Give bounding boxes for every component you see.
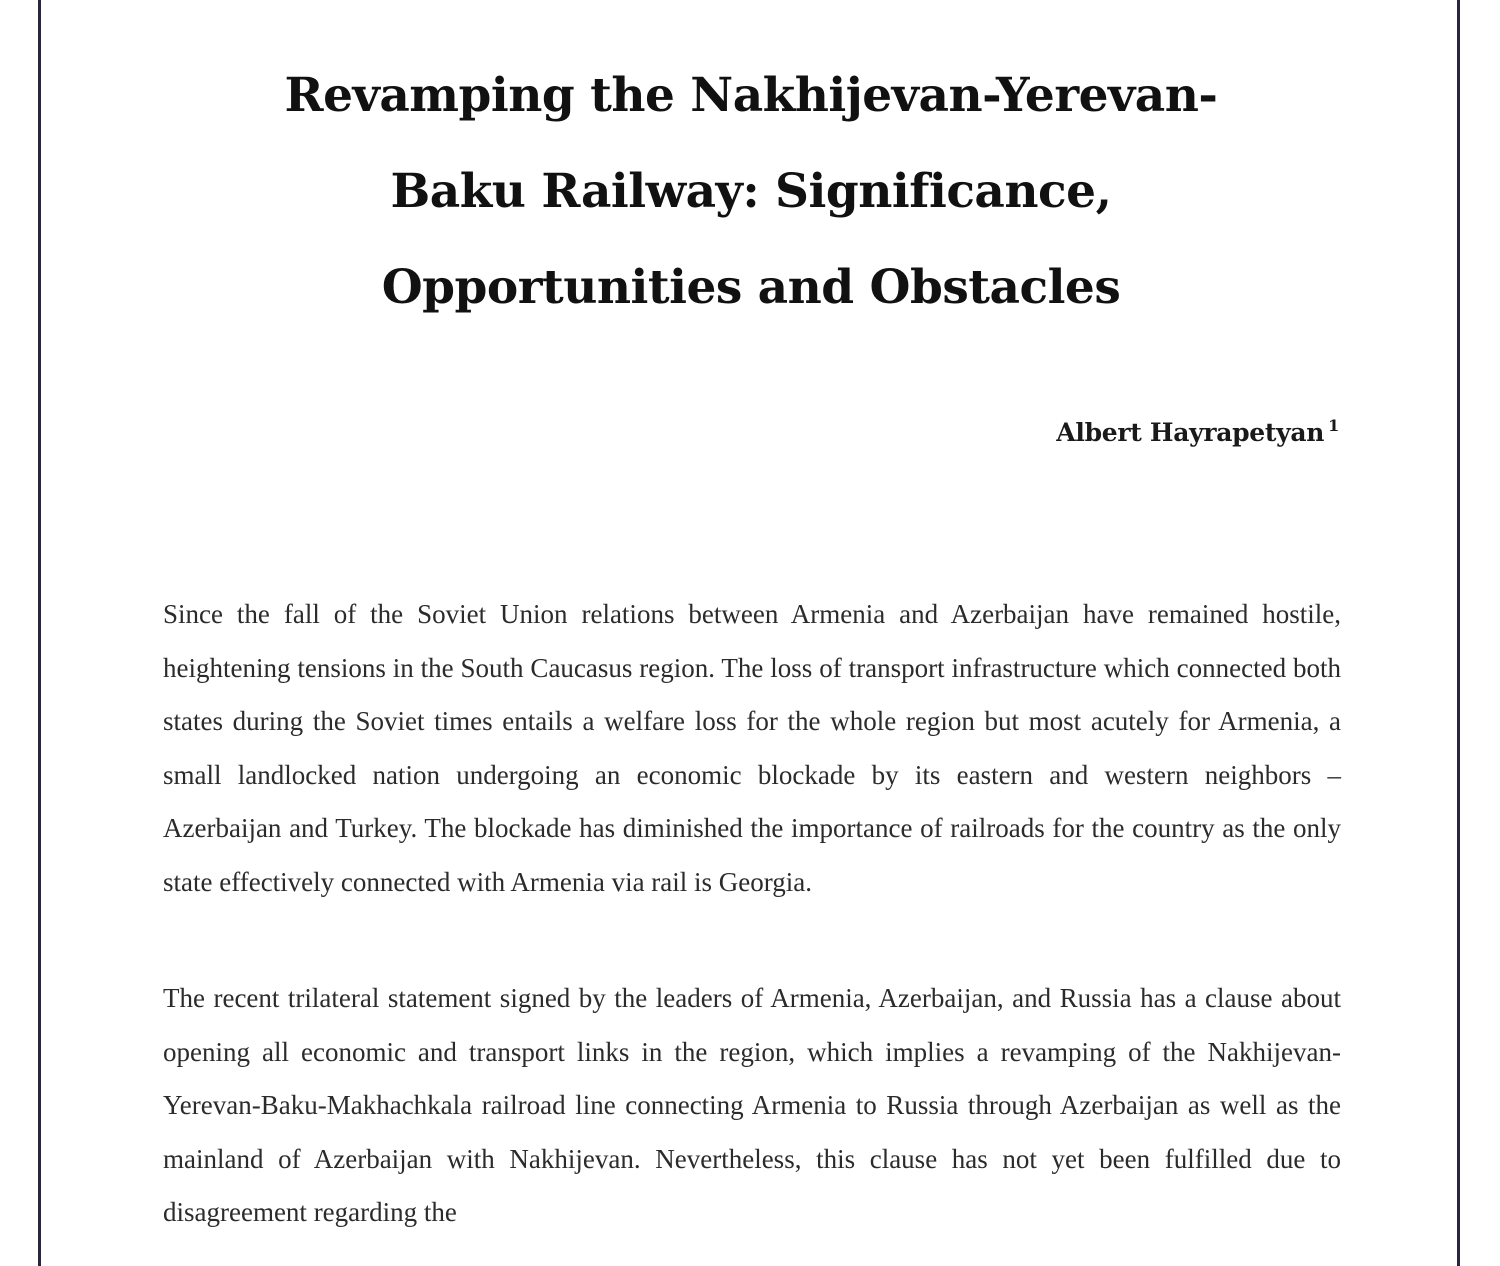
document-title: Revamping the Nakhijevan-Yerevan-Baku Railway: Significance, Opportunities and Obstacles <box>284 68 1218 315</box>
author-name: Albert Hayrapetyan <box>1056 418 1325 447</box>
document-page <box>38 0 1460 1266</box>
body-paragraph: Since the fall of the Soviet Union relations between Armenia and Azerbaijan have remained hostile, heightening tensions in the South Caucasus region. The loss of transport infrastructure which connected both states during the Soviet times entails a welfare loss for the whole region but most acutely for Armenia, a small landlocked nation undergoing an economic blockade by its eastern and western neighbors – Azerbaijan and Turkey. The blockade has diminished the importance of railroads for the country as the only state effectively connected with Armenia via rail is Georgia. <box>163 599 1341 897</box>
author-footnote-marker[interactable]: 1 <box>1328 416 1339 435</box>
body-paragraph: The recent trilateral statement signed by the leaders of Armenia, Azerbaijan, and Russia has a clause about opening all economic and transport links in the region, which implies a revamping of the Nakhijevan-Yerevan-Baku-Makhachkala railroad line connecting Armenia to Russia through Azerbaijan as well as the mainland of Azerbaijan with Nakhijevan. Nevertheless, this clause has not yet been fulfilled due to disagreement regarding the <box>163 983 1341 1227</box>
author-byline <box>1056 406 1339 453</box>
